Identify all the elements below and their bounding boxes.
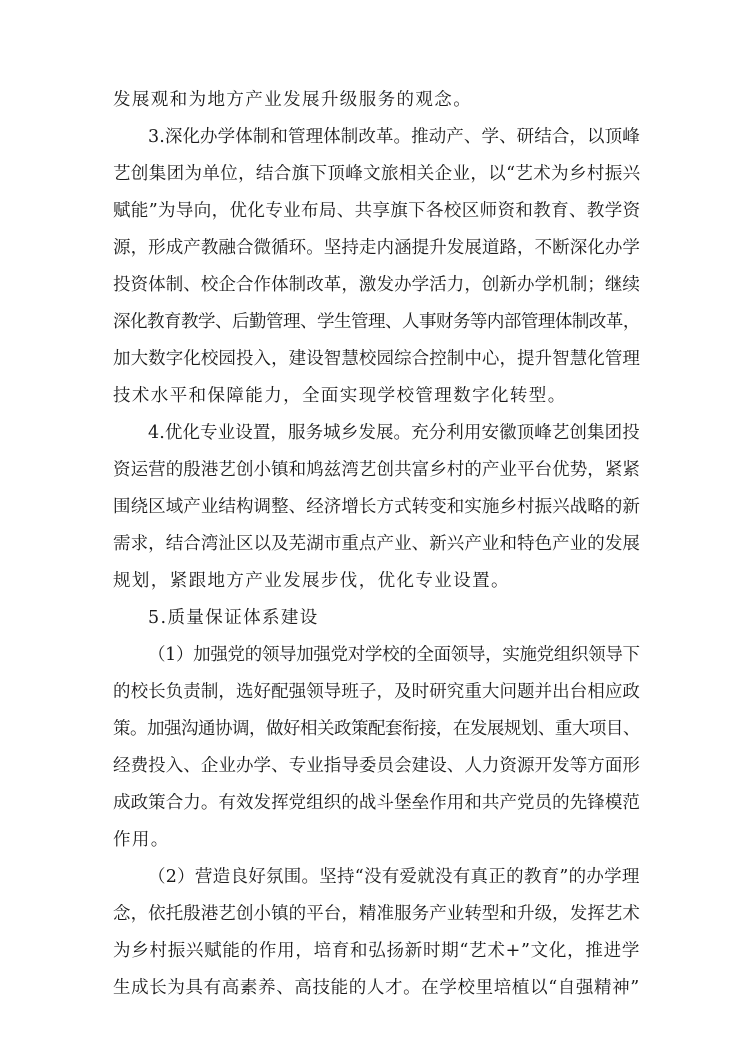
text-line: 赋能”为导向，优化专业布局、共享旗下各校区师资和教育、教学资 [113,201,641,221]
text-line: 深化教育教学、后勤管理、学生管理、人事财务等内部管理体制改革， [113,312,640,332]
text-line: 经费投入、企业办学、专业指导委员会建设、人力资源开发等方面形 [113,756,640,776]
text-line: 3.深化办学体制和管理体制改革。推动产、学、研结合，以顶峰 [148,127,640,147]
text-line: 生成长为具有高素养、高技能的人才。在学校里培植以“自强精神” [113,978,640,998]
text-line: 投资体制、校企合作体制改革，激发办学活力，创新办学机制；继续 [113,275,640,295]
text-line: 4.优化专业设置，服务城乡发展。充分利用安徽顶峰艺创集团投 [148,423,640,443]
section-heading: 5.质量保证体系建设 [148,608,319,628]
text-line: 发展观和为地方产业发展升级服务的观念。 [113,90,473,110]
text-line: 为乡村振兴赋能的作用，培育和弘扬新时期“艺术+”文化，推进学 [113,941,641,961]
text-line: 规划，紧跟地方产业发展步伐，优化专业设置。 [113,571,510,591]
text-line: 需求，结合湾沚区以及芜湖市重点产业、新兴产业和特色产业的发展 [113,534,640,554]
text-line: 成政策合力。有效发挥党组织的战斗堡垒作用和共产党员的先锋模范 [113,793,640,813]
text-line: 策。加强沟通协调，做好相关政策配套衔接，在发展规划、重大项目、 [113,719,640,739]
text-line: 作用。 [113,830,170,850]
text-line: 围绕区域产业结构调整、经济增长方式转变和实施乡村振兴战略的新 [113,497,640,517]
text-line: 念，依托殷港艺创小镇的平台，精准服务产业转型和升级，发挥艺术 [113,904,640,924]
text-line: （1）加强党的领导加强党对学校的全面领导，实施党组织领导下 [148,645,640,665]
text-line: 加大数字化校园投入，建设智慧校园综合控制中心，提升智慧化管理 [113,349,640,369]
text-line: 艺创集团为单位，结合旗下顶峰文旅相关企业，以“艺术为乡村振兴 [113,164,641,184]
text-line: 的校长负责制，选好配强领导班子，及时研究重大问题并出台相应政 [113,682,640,702]
text-line: 技术水平和保障能力，全面实现学校管理数字化转型。 [113,386,567,406]
text-line: 源，形成产教融合微循环。坚持走内涵提升发展道路，不断深化办学 [113,238,640,258]
text-line: 资运营的殷港艺创小镇和鸠兹湾艺创共富乡村的产业平台优势，紧紧 [113,460,640,480]
text-line: （2）营造良好氛围。坚持“没有爱就没有真正的教育”的办学理 [148,867,640,887]
